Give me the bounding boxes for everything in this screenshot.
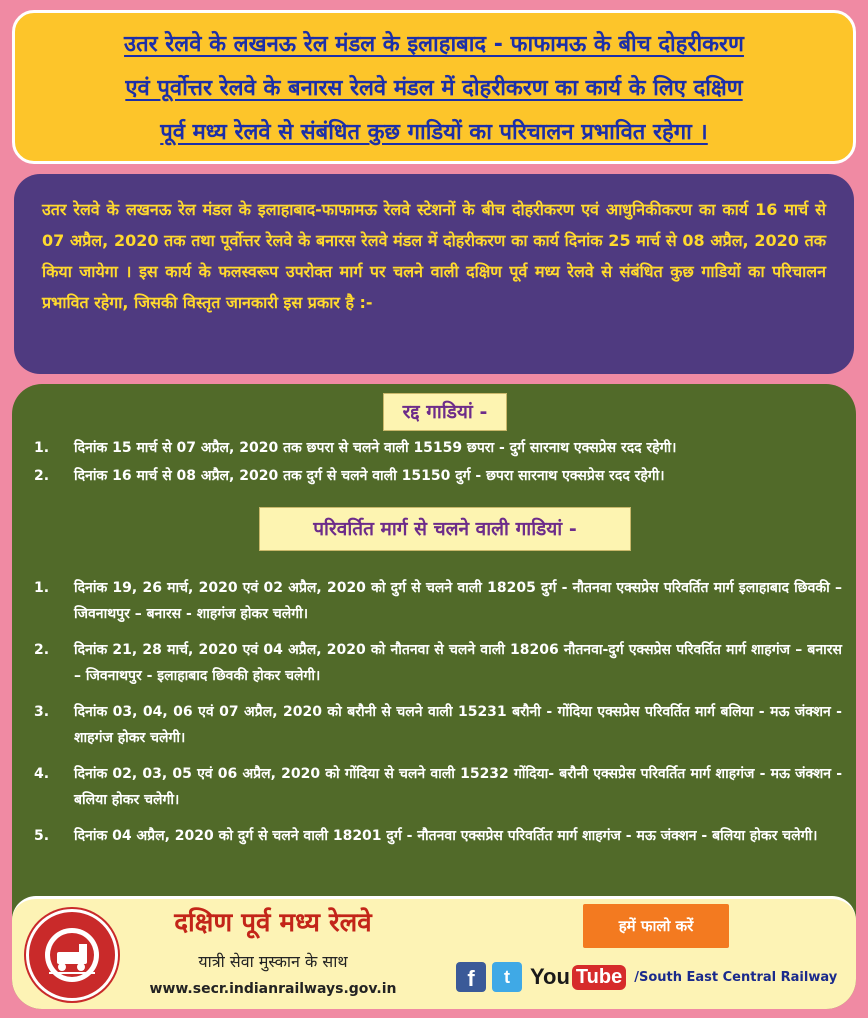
website-link[interactable]: www.secr.indianrailways.gov.in [149, 981, 397, 997]
indian-railways-logo [26, 909, 118, 1001]
item-text: दिनांक 03, 04, 06 एवं 07 अप्रैल, 2020 को बरौनी से चलने वाली 15231 बरौनी - गोंदिया एक्सप्रेस परिवर्तित मार्ग बलिया - मऊ जंक्शन - शाहगंज होकर चलेगी। [74, 704, 842, 746]
list-item [34, 434, 834, 462]
item-number: 2. [34, 468, 50, 484]
item-text: दिनांक 19, 26 मार्च, 2020 एवं 02 अप्रैल, 2020 को दुर्ग से चलने वाली 18205 दुर्ग - नौतनवा एक्सप्रेस परिवर्तित मार्ग इलाहाबाद छिवकी – जिवनाथपुर – बनारस - शाहगंज होकर चलेगी। [74, 580, 842, 622]
item-text: दिनांक 04 अप्रैल, 2020 को दुर्ग से चलने वाली 18201 दुर्ग - नौतनवा एक्सप्रेस परिवर्तित मार्ग शाहगंज - मऊ जंक्शन - बलिया होकर चलेगी। [74, 828, 818, 844]
footer [12, 896, 856, 1009]
logo-emblem-icon [29, 912, 115, 998]
twitter-icon[interactable]: t [492, 962, 522, 992]
item-text: दिनांक 02, 03, 05 एवं 06 अप्रैल, 2020 को गोंदिया से चलने वाली 15232 गोंदिया- बरौनी एक्सप्रेस परिवर्तित मार्ग शाहगंज - मऊ जंक्शन - बलिया होकर चलेगी। [74, 766, 842, 808]
item-number: 2. [34, 642, 50, 658]
intro-paragraph: उतर रेलवे के लखनऊ रेल मंडल के इलाहाबाद-फाफामऊ रेलवे स्टेशनों के बीच दोहरीकरण एवं आधुनिकीकरण का कार्य 16 मार्च से 07 अप्रैल, 2020 तक तथा पूर्वोत्तर रेलवे के बनारस रेलवे मंडल में दोहरीकरण का कार्य दिनांक 25 मार्च से 08 अप्रैल, 2020 तक किया जायेगा । इस कार्य के फलस्वरूप उपरोक्त मार्ग पर चलने वाली दक्षिण पूर्व मध्य रेलवे से संबंधित कुछ गाडियों का परिचालन प्रभावित रहेगा, जिसकी विस्तृत जानकारी इस प्रकार है :- [42, 200, 826, 312]
list-item [34, 699, 842, 751]
item-text: दिनांक 16 मार्च से 08 अप्रैल, 2020 तक दुर्ग से चलने वाली 15150 दुर्ग - छपरा सारनाथ एक्सप्रेस रदद रहेगी। [74, 468, 665, 484]
item-number: 1. [34, 580, 50, 596]
youtube-you-text: You [530, 964, 570, 989]
cancelled-trains-list [34, 434, 834, 490]
intro-panel [14, 174, 854, 374]
follow-us-button[interactable]: हमें फालो करें [583, 904, 729, 948]
youtube-tube-text: Tube [572, 965, 626, 990]
facebook-icon[interactable]: f [456, 962, 486, 992]
item-number: 4. [34, 766, 50, 782]
brand-name: दक्षिण पूर्व मध्य रेलवे [174, 908, 372, 938]
list-item [34, 761, 842, 813]
item-number: 5. [34, 828, 50, 844]
title-line: पूर्व मध्य रेलवे से संबंधित कुछ गाडियों का परिचालन प्रभावित रहेगा । [160, 120, 708, 145]
diverted-trains-list [34, 575, 842, 859]
item-text: दिनांक 21, 28 मार्च, 2020 एवं 04 अप्रैल, 2020 को नौतनवा से चलने वाली 18206 नौतनवा-दुर्ग एक्सप्रेस परिवर्तित मार्ग शाहगंज – बनारस – जिवनाथपुर - इलाहाबाद छिवकी होकर चलेगी। [74, 642, 842, 684]
item-text: दिनांक 15 मार्च से 07 अप्रैल, 2020 तक छपरा से चलने वाली 15159 छपरा - दुर्ग सारनाथ एक्सप्रेस रदद रहेगी। [74, 440, 677, 456]
youtube-icon[interactable] [530, 964, 626, 990]
social-handle: /South East Central Railway [634, 969, 838, 985]
cancelled-trains-heading: रद्द गाडियां - [383, 393, 507, 431]
item-number: 1. [34, 440, 50, 456]
diverted-trains-heading: परिवर्तित मार्ग से चलने वाली गाडियां - [259, 507, 631, 551]
list-item [34, 637, 842, 689]
item-number: 3. [34, 704, 50, 720]
brand-tagline: यात्री सेवा मुस्कान के साथ [198, 952, 348, 971]
list-item [34, 823, 842, 849]
list-item [34, 462, 834, 490]
title-banner [12, 10, 856, 164]
social-links [456, 957, 837, 997]
title-line: एवं पूर्वोत्तर रेलवे के बनारस रेलवे मंडल में दोहरीकरण का कार्य के लिए दक्षिण [125, 76, 743, 101]
main-panel [12, 384, 856, 1009]
title-line: उतर रेलवे के लखनऊ रेल मंडल के इलाहाबाद - फाफामऊ के बीच दोहरीकरण [124, 32, 744, 57]
list-item [34, 575, 842, 627]
